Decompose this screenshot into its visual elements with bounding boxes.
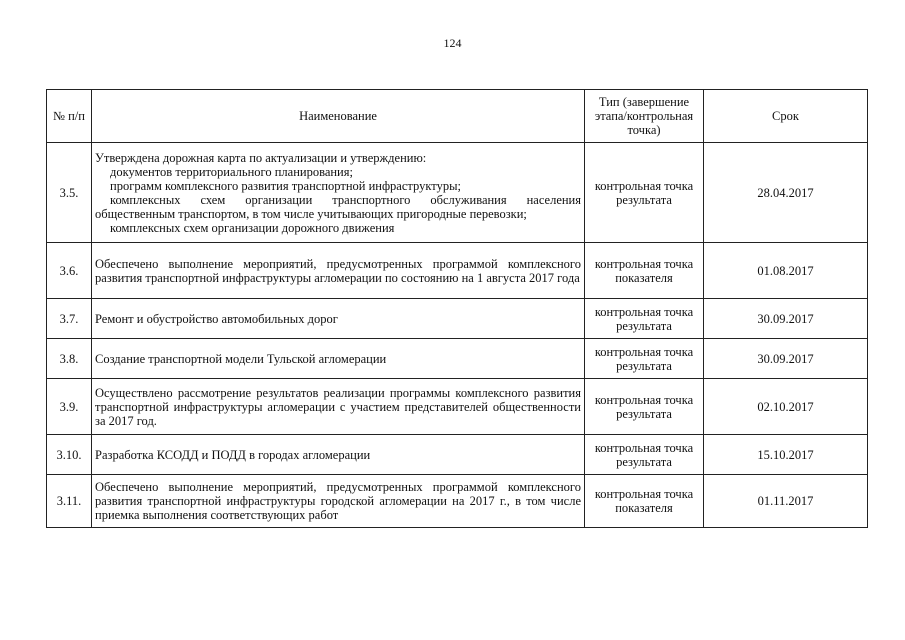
row-term: 02.10.2017 xyxy=(704,379,868,435)
header-type: Тип (завершение этапа/контрольная точка) xyxy=(585,90,704,143)
row-name-line: программ комплексного развития транспортной инфраструктуры; xyxy=(110,178,461,193)
row-num: 3.5. xyxy=(47,143,92,243)
row-name: Разработка КСОДД и ПОДД в городах агломерации xyxy=(92,435,585,475)
row-type: контрольная точка результата xyxy=(585,435,704,475)
table-row xyxy=(47,435,868,475)
row-name: Обеспечено выполнение мероприятий, предусмотренных программой комплексного развития транспортной инфраструктуры городской агломерации на 2017 г., в том числе приемка выполнения соответствующих работ xyxy=(92,475,585,528)
header-name: Наименование xyxy=(92,90,585,143)
row-type: контрольная точка результата xyxy=(585,299,704,339)
row-name: Осуществлено рассмотрение результатов реализации программы комплексного развития транспортной инфраструктуры агломерации с участием представителей общественности за 2017 год. xyxy=(92,379,585,435)
row-term: 15.10.2017 xyxy=(704,435,868,475)
table-row xyxy=(47,475,868,528)
table-row xyxy=(47,299,868,339)
row-name-line: Утверждена дорожная карта по актуализации и утверждению: xyxy=(95,150,427,165)
row-term: 01.08.2017 xyxy=(704,243,868,299)
table-row xyxy=(47,143,868,243)
row-type: контрольная точка показателя xyxy=(585,243,704,299)
header-term: Срок xyxy=(704,90,868,143)
row-term: 30.09.2017 xyxy=(704,299,868,339)
row-name-line: комплексных схем организации дорожного движения xyxy=(110,220,395,235)
row-name-line: общественным транспортом, в том числе учитывающих пригородные перевозки; xyxy=(95,206,527,221)
row-num: 3.8. xyxy=(47,339,92,379)
row-type: контрольная точка результата xyxy=(585,339,704,379)
page-number: 124 xyxy=(443,36,462,50)
row-type: контрольная точка результата xyxy=(585,379,704,435)
row-num: 3.10. xyxy=(47,435,92,475)
row-num: 3.7. xyxy=(47,299,92,339)
row-name xyxy=(92,143,585,243)
row-name: Обеспечено выполнение мероприятий, предусмотренных программой комплексного развития транспортной инфраструктуры агломерации по состоянию на 1 августа 2017 года xyxy=(92,243,585,299)
table-header-row xyxy=(47,90,868,143)
row-term: 01.11.2017 xyxy=(704,475,868,528)
row-num: 3.9. xyxy=(47,379,92,435)
table-row xyxy=(47,379,868,435)
row-name: Ремонт и обустройство автомобильных дорог xyxy=(92,299,585,339)
row-num: 3.11. xyxy=(47,475,92,528)
row-term: 30.09.2017 xyxy=(704,339,868,379)
table-row xyxy=(47,339,868,379)
table-row xyxy=(47,243,868,299)
row-term: 28.04.2017 xyxy=(704,143,868,243)
row-type: контрольная точка показателя xyxy=(585,475,704,528)
row-name-line: комплексных схем организации транспортного обслуживания населения xyxy=(110,192,581,207)
row-name: Создание транспортной модели Тульской агломерации xyxy=(92,339,585,379)
row-type: контрольная точка результата xyxy=(585,143,704,243)
row-name-line: документов территориального планирования; xyxy=(110,164,353,179)
row-num: 3.6. xyxy=(47,243,92,299)
header-num: № п/п xyxy=(47,90,92,143)
schedule-table xyxy=(46,89,868,528)
